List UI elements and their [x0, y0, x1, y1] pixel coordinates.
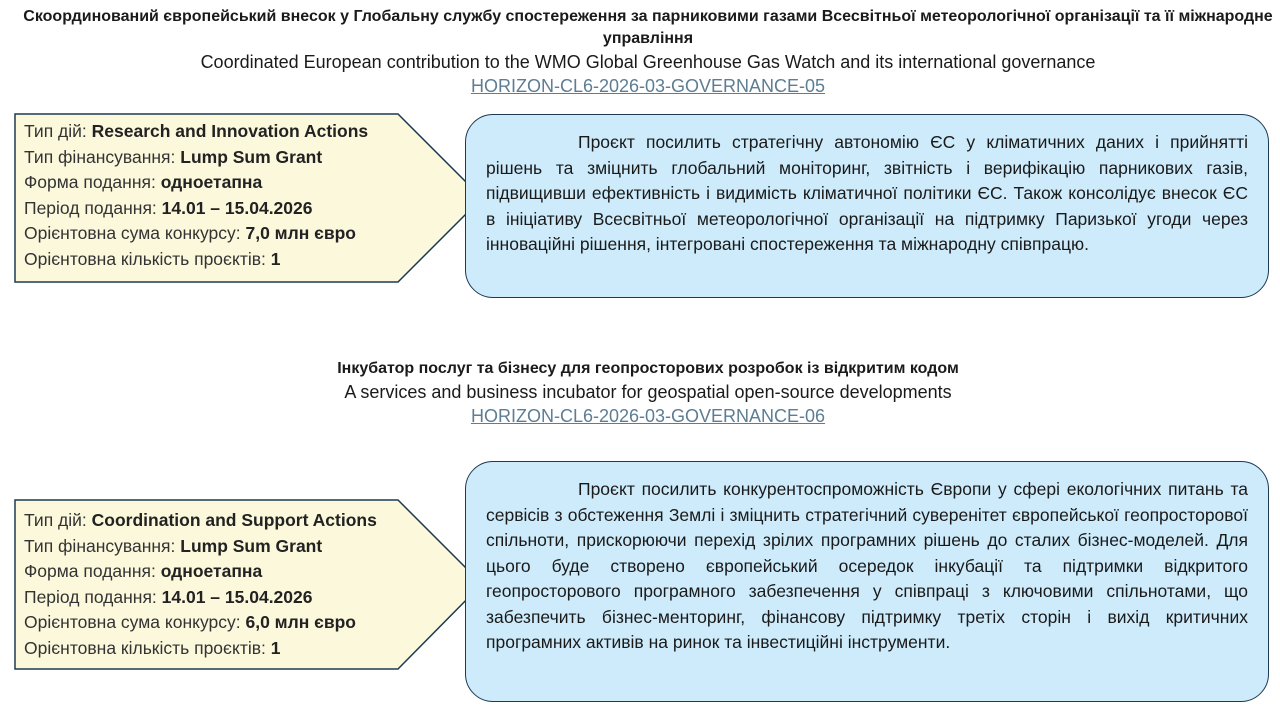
call-1-budget-row: Орієнтовна сума конкурсу: 7,0 млн євро [24, 223, 356, 243]
call-2-projects: 1 [270, 637, 281, 658]
call-2-description: Проєкт посилить конкурентоспроможність Європи у сфері екологічних питань та сервісів з обстеження Землі і зміцнить стратегічний суверенітет європейської геопросторової спільноти, прискорюючи перехід зрілих програмних рішень до сталих бізнес-моделей. Для цього буде створено європейський осередок інкубації та підтримки відкритого геопросторового програмного забезпечення у співпраці з ключовими спільнотами, що забезпечить бізнес-менторинг, фінансову підтримку третіх сторін і вихід критичних програмних активів на ринок та інвестиційні інструменти. [486, 479, 1248, 652]
call-1-header [20, 6, 1276, 98]
call-2-funding-type: Lump Sum Grant [180, 535, 323, 556]
call-1-projects-row: Орієнтовна кількість проєктів: 1 [24, 248, 281, 269]
call-2-header [20, 358, 1276, 428]
call-1-funding-type-row: Тип фінансування: Lump Sum Grant [24, 146, 323, 167]
call-2-submission-form-row: Форма подання: одноетапна [24, 561, 263, 581]
call-1-action-type: Research and Innovation Actions [91, 121, 369, 141]
call-1-submission-form: одноетапна [160, 172, 263, 192]
call-1-funding-type: Lump Sum Grant [180, 146, 323, 167]
call-1-title-en: Coordinated European contribution to the WMO Global Greenhouse Gas Watch and its international governance [200, 52, 1096, 72]
call-1-submission-period-row: Період подання: 14.01 – 15.04.2026 [24, 197, 313, 218]
call-2-budget: 6,0 млн євро [245, 612, 356, 632]
call-2-budget-row: Орієнтовна сума конкурсу: 6,0 млн євро [24, 612, 356, 632]
call-2-info-box [14, 499, 484, 670]
call-2-submission-period-row: Період подання: 14.01 – 15.04.2026 [24, 586, 313, 607]
call-1-code-link[interactable]: HORIZON-CL6-2026-03-GOVERNANCE-05 [470, 76, 826, 96]
call-1-projects: 1 [270, 248, 281, 269]
call-2-projects-row: Орієнтовна кількість проєктів: 1 [24, 637, 281, 658]
call-1-action-type-row: Тип дій: Research and Innovation Actions [24, 121, 369, 141]
call-2-code-link[interactable]: HORIZON-CL6-2026-03-GOVERNANCE-06 [470, 406, 826, 426]
call-1-description: Проєкт посилить стратегічну автономію ЄС у кліматичних даних і прийнятті рішень та зміцнить глобальний моніторинг, звітність і верифікацію парникових газів, підвищивши ефективність і видимість кліматичної політики ЄС. Також консолідує внесок ЄС в ініціативу Всесвітньої метеорологічної організації на підтримку Паризької угоди через інноваційні рішення, інтегровані спостереження та міжнародну співпрацю. [486, 132, 1248, 254]
call-1-description-box [465, 114, 1269, 298]
call-1-submission-form-row: Форма подання: одноетапна [24, 172, 263, 192]
call-2-submission-period: 14.01 – 15.04.2026 [161, 586, 313, 607]
call-1-submission-period: 14.01 – 15.04.2026 [161, 197, 313, 218]
call-2-funding-type-row: Тип фінансування: Lump Sum Grant [24, 535, 323, 556]
call-2-description-box [465, 461, 1269, 702]
call-2-title-uk: Інкубатор послуг та бізнесу для геопросторових розробок із відкритим кодом [337, 360, 959, 377]
call-1-budget: 7,0 млн євро [245, 223, 356, 243]
call-1-title-uk: Скоординований європейський внесок у Глобальну службу спостереження за парниковими газами Всесвітньої метеорологічної організації та її міжнародне управління [23, 8, 1273, 47]
call-2-action-type-row: Тип дій: Coordination and Support Actions [24, 510, 377, 530]
call-2-submission-form: одноетапна [160, 561, 263, 581]
call-1-info-box [14, 113, 484, 283]
call-2-action-type: Coordination and Support Actions [91, 510, 377, 530]
call-2-title-en: A services and business incubator for geospatial open-source developments [344, 382, 952, 402]
